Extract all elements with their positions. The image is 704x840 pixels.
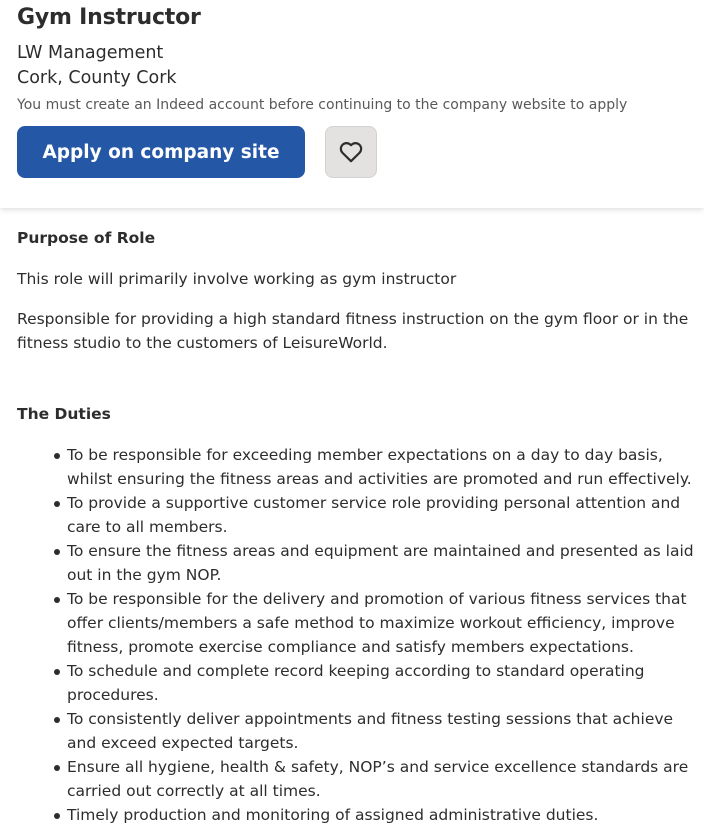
job-description xyxy=(17,226,699,827)
list-item: To consistently deliver appointments and fitness testing sessions that achieve and exceed expected targets. xyxy=(17,707,699,755)
heart-outline-icon xyxy=(338,139,364,165)
list-item: To be responsible for exceeding member expectations on a day to day basis, whilst ensuring the fitness areas and activities are promoted and run effectively. xyxy=(17,443,699,491)
purpose-paragraph: Responsible for providing a high standard fitness instruction on the gym floor or in the fitness studio to the customers of LeisureWorld. xyxy=(17,310,689,352)
apply-on-company-site-button[interactable]: Apply on company site xyxy=(17,126,305,178)
list-item: Ensure all hygiene, health & safety, NOP’s and service excellence standards are carried out correctly at all times. xyxy=(17,755,699,803)
duties-list xyxy=(17,443,699,827)
apply-notice: You must create an Indeed account before continuing to the company website to apply xyxy=(17,97,628,113)
job-title: Gym Instructor xyxy=(17,5,201,30)
job-location: Cork, County Cork xyxy=(17,68,177,88)
list-item: To provide a supportive customer service role providing personal attention and care to all members. xyxy=(17,491,699,539)
list-item: To schedule and complete record keeping according to standard operating procedures. xyxy=(17,659,699,707)
company-name[interactable]: LW Management xyxy=(17,43,164,63)
purpose-paragraph: This role will primarily involve working as gym instructor xyxy=(17,270,457,288)
purpose-heading: Purpose of Role xyxy=(17,229,156,247)
list-item: To ensure the fitness areas and equipment are maintained and presented as laid out in the gym NOP. xyxy=(17,539,699,587)
list-item: To be responsible for the delivery and promotion of various fitness services that offer clients/members a safe method to maximize workout efficiency, improve fitness, promote exercise compliance and satisfy members expectations. xyxy=(17,587,699,659)
duties-heading: The Duties xyxy=(17,405,111,423)
list-item: Timely production and monitoring of assigned administrative duties. xyxy=(17,803,699,827)
job-header xyxy=(0,0,704,208)
save-job-button[interactable] xyxy=(325,126,377,178)
